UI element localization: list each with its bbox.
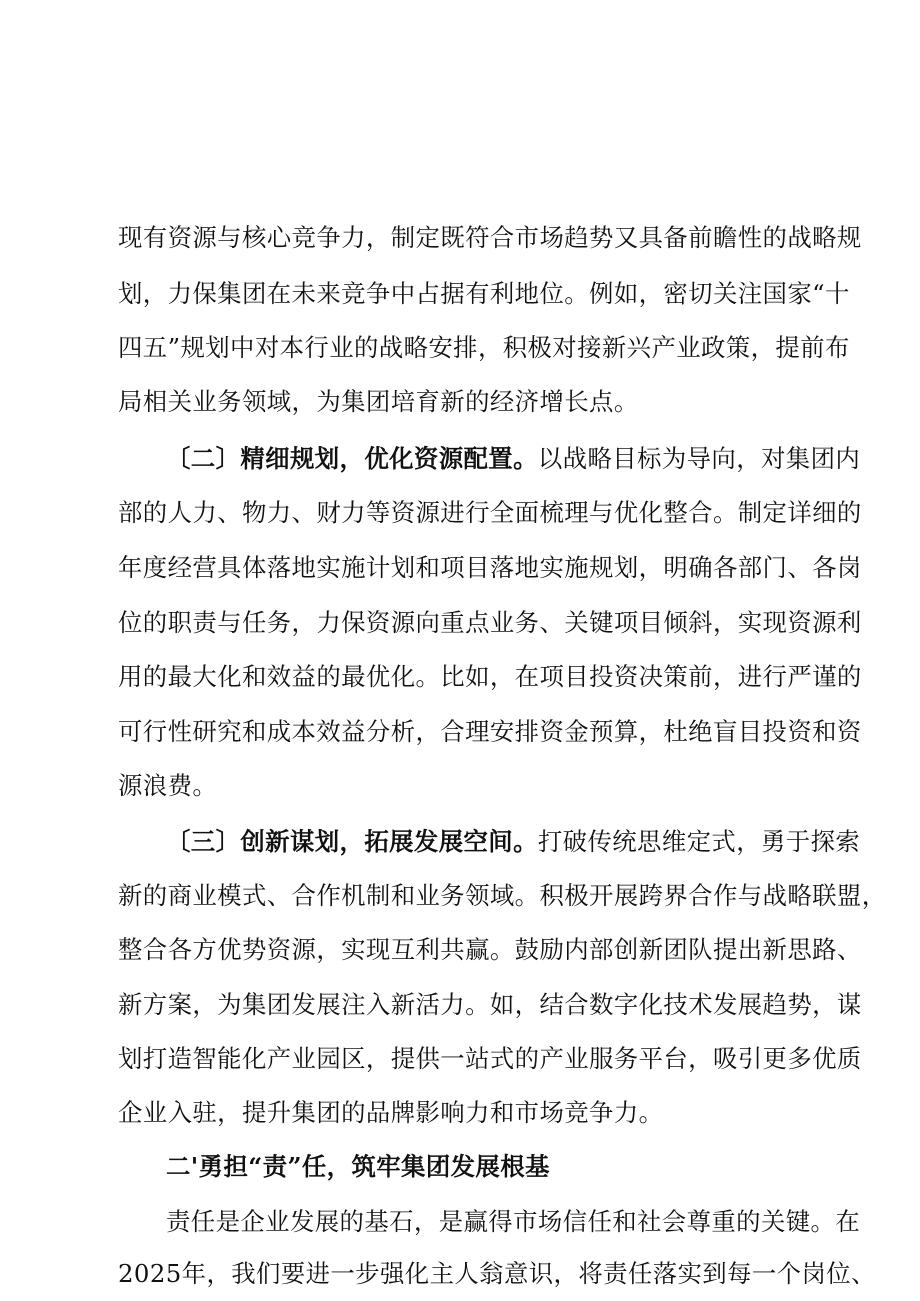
- paragraph-1-line-1: 现有资源与核心竞争力，制定既符合市场趋势又具备前瞻性的战略规: [118, 223, 862, 252]
- paragraph-2-line-6: 可行性研究和成本效益分析，合理安排资金预算，杜绝盲目投资和资: [118, 716, 862, 746]
- paragraph-3-heading: 〔三〕创新谋划，拓展发展空间。: [166, 827, 538, 857]
- paragraph-2-line-4: 位的职责与任务，力保资源向重点业务、关键项目倾斜，实现资源利: [118, 608, 862, 638]
- paragraph-3-line-6: 企业入驻，提升集团的品牌影响力和市场竞争力。: [118, 1098, 664, 1128]
- paragraph-2-line-2: 部的人力、物力、财力等资源进行全面梳理与优化整合。制定详细的: [118, 497, 862, 527]
- paragraph-1-line-2: 划，力保集团在未来竞争中占据有利地位。例如，密切关注国家“十: [118, 279, 850, 309]
- paragraph-3-line-4: 新方案，为集团发展注入新活力。如，结合数字化技术发展趋势，谋: [118, 989, 862, 1019]
- paragraph-3-line-3: 整合各方优势资源，实现互利共赢。鼓励内部创新团队提出新思路、: [118, 935, 862, 965]
- section-heading: 二'勇担“责”任，筑牢集团发展根基: [166, 1152, 550, 1182]
- paragraph-2-heading: 〔二〕精细规划，优化资源配置。: [166, 443, 538, 473]
- paragraph-3-line-5: 划打造智能化产业园区，提供一站式的产业服务平台，吸引更多优质: [118, 1043, 862, 1073]
- paragraph-3-line-1: [166, 826, 861, 858]
- paragraph-1-line-4: 局相关业务领域，为集团培育新的经济增长点。: [118, 386, 639, 416]
- paragraph-2-line-5: 用的最大化和效益的最优化。比如，在项目投资决策前，进行严谨的: [118, 662, 862, 692]
- paragraph-3-line-2: 新的商业模式、合作机制和业务领域。积极开展跨界合作与战略联盟，: [118, 881, 887, 911]
- paragraph-4-line-2: 2025年，我们要进一步强化主人翁意识，将责任落实到每一个岗位、: [118, 1259, 876, 1288]
- paragraph-2-line-3: 年度经营具体落地实施计划和项目落地实施规划，明确各部门、各岗: [118, 553, 862, 583]
- paragraph-1-line-3: 四五”规划中对本行业的战略安排，积极对接新兴产业政策，提前布: [118, 333, 850, 363]
- paragraph-2-line-7: 源浪费。: [118, 770, 218, 800]
- paragraph-4-line-1: 责任是企业发展的基石，是赢得市场信任和社会尊重的关键。在: [166, 1206, 861, 1236]
- paragraph-2-line-1: [166, 443, 861, 475]
- paragraph-3-first-line-text: 打破传统思维定式，勇于探索: [537, 827, 861, 857]
- paragraph-2-first-line-text: 以战略目标为导向，对集团内: [537, 443, 861, 473]
